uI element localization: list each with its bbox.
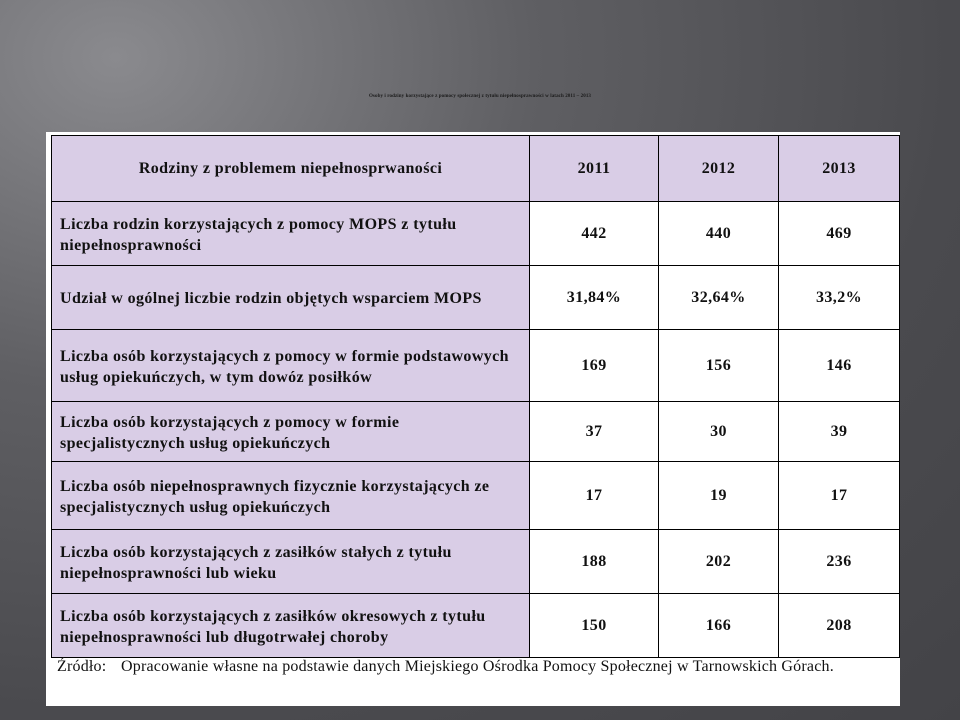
- header-year-2013: 2013: [779, 136, 900, 202]
- row-value-2013: 39: [779, 402, 900, 462]
- row-label: Liczba osób korzystających z zasiłków okresowych z tytułu niepełnosprawności lub długotrwałej choroby: [52, 594, 530, 658]
- row-value-2013: 469: [779, 202, 900, 266]
- row-value-2012: 30: [659, 402, 779, 462]
- source-text: Opracowanie własne na podstawie danych Miejskiego Ośrodka Pomocy Społecznej w Tarnowskich Górach.: [121, 658, 834, 675]
- source-note: [57, 656, 896, 678]
- header-label-cell: Rodziny z problemem niepełnosprwaności: [52, 136, 530, 202]
- row-value-2013: 236: [779, 530, 900, 594]
- row-value-2013: 146: [779, 330, 900, 402]
- row-value-2012: 166: [659, 594, 779, 658]
- row-label: Liczba osób korzystających z pomocy w formie podstawowych usług opiekuńczych, w tym dowóz posiłków: [52, 330, 530, 402]
- table-row: [52, 330, 900, 402]
- row-value-2011: 188: [530, 530, 659, 594]
- table-row: [52, 462, 900, 530]
- row-label: Liczba osób korzystających z zasiłków stałych z tytułu niepełnosprawności lub wieku: [52, 530, 530, 594]
- row-label: Liczba osób niepełnosprawnych fizycznie korzystających ze specjalistycznych usług opiekuńczych: [52, 462, 530, 530]
- table-panel: [46, 132, 900, 706]
- table-row: [52, 530, 900, 594]
- row-value-2012: 202: [659, 530, 779, 594]
- row-value-2012: 19: [659, 462, 779, 530]
- row-value-2012: 440: [659, 202, 779, 266]
- row-value-2012: 156: [659, 330, 779, 402]
- slide-title: Osoby i rodziny korzystające z pomocy społecznej z tytułu niepełnosprawności w latach 2011 – 2013: [368, 94, 592, 99]
- header-year-2011: 2011: [530, 136, 659, 202]
- disability-support-table: [51, 135, 900, 658]
- row-value-2011: 169: [530, 330, 659, 402]
- table-row: [52, 594, 900, 658]
- row-value-2013: 208: [779, 594, 900, 658]
- row-value-2013: 33,2%: [779, 266, 900, 330]
- row-value-2011: 31,84%: [530, 266, 659, 330]
- row-value-2011: 150: [530, 594, 659, 658]
- row-label: Liczba rodzin korzystających z pomocy MOPS z tytułu niepełnosprawności: [52, 202, 530, 266]
- table-row: [52, 202, 900, 266]
- source-label: Źródło:: [57, 658, 107, 675]
- row-label: Udział w ogólnej liczbie rodzin objętych wsparciem MOPS: [52, 266, 530, 330]
- row-value-2013: 17: [779, 462, 900, 530]
- table-row: [52, 402, 900, 462]
- header-year-2012: 2012: [659, 136, 779, 202]
- table-row: [52, 266, 900, 330]
- row-value-2011: 17: [530, 462, 659, 530]
- row-value-2011: 37: [530, 402, 659, 462]
- row-value-2011: 442: [530, 202, 659, 266]
- row-label: Liczba osób korzystających z pomocy w formie specjalistycznych usług opiekuńczych: [52, 402, 530, 462]
- row-value-2012: 32,64%: [659, 266, 779, 330]
- table-header-row: [52, 136, 900, 202]
